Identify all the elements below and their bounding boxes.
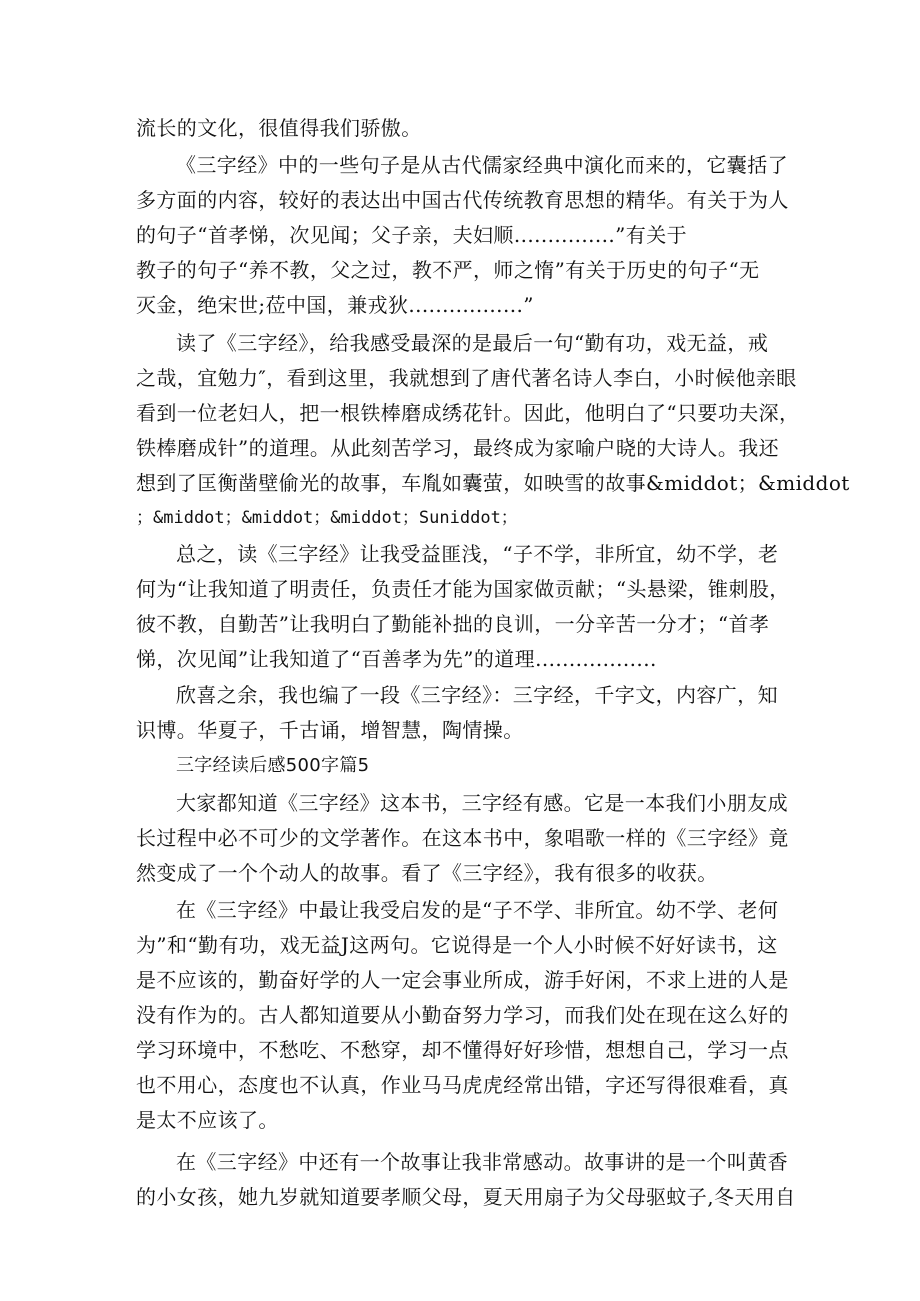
text-line-26: 没有作为的。古人都知道要从小勤奋努力学习，而我们处在现在这么好的	[136, 1003, 789, 1027]
text-line-7: 读了《三字经》，给我感受最深的是最后一句“勤有功，戏无益，戒	[176, 331, 769, 355]
text-line-4: 的句子“首孝悌，次见闻；父子亲，夫妇顺...............”有关于	[136, 223, 688, 247]
text-line-10: 铁棒磨成针”的道理。从此刻苦学习，最终成为家喻户晓的大诗人。我还	[136, 436, 780, 460]
section-heading: 三字经读后感500字篇5	[176, 755, 370, 776]
text-line-12: ；&middot；&middot；&middot；Suniddot；	[136, 508, 518, 528]
text-line-6: 灭金，绝宋世;莅中国，兼戎狄.................”	[136, 293, 534, 317]
text-line-28: 也不用心，态度也不认真，作业马马虎虎经常出错，字还写得很难看，真	[136, 1073, 789, 1097]
text-line-29: 是太不应该了。	[136, 1108, 279, 1132]
text-line-31: 的小女孩，她九岁就知道要孝顺父母，夏天用扇子为父母驱蚊子,冬天用自	[136, 1185, 796, 1209]
text-line-27: 学习环境中，不愁吃、不愁穿，却不懂得好好珍惜，想想自己，学习一点	[136, 1038, 789, 1062]
text-line-16: 悌，次见闻”让我知道了“百善孝为先”的道理..................	[136, 647, 657, 671]
text-line-22: 然变成了一个个动人的故事。看了《三字经》，我有很多的收获。	[136, 861, 718, 885]
text-line-21: 长过程中必不可少的文学著作。在这本书中，象唱歌一样的《三字经》竟	[136, 826, 789, 850]
text-line-23: 在《三字经》中最让我受启发的是“子不学、非所宜。幼不学、老何	[176, 898, 779, 922]
text-line-2: 《三字经》中的一些句子是从古代儒家经典中演化而来的，它囊括了	[176, 153, 788, 177]
text-line-5: 教子的句子“养不教，父之过，教不严，师之惰”有关于历史的句子“无	[136, 258, 760, 282]
text-line-9: 看到一位老妇人，把一根铁棒磨成绣花针。因此，他明白了“只要功夫深，	[136, 401, 800, 425]
text-line-1: 流长的文化，很值得我们骄傲。	[136, 116, 422, 140]
text-line-8: 之哉，宜勉力″，看到这里，我就想到了唐代著名诗人李白，小时候他亲眼	[136, 366, 797, 390]
text-line-3: 多方面的内容，较好的表达出中国古代传统教育思想的精华。有关于为人	[136, 188, 789, 212]
text-line-25: 是不应该的，勤奋好学的人一定会事业所成，游手好闲，不求上进的人是	[136, 968, 789, 992]
text-line-13: 总之，读《三字经》让我受益匪浅，“子不学，非所宜，幼不学，老	[176, 542, 779, 566]
text-line-24: 为”和“勤有功，戏无益J这两句。它说得是一个人小时候不好好读书，这	[136, 933, 778, 957]
text-line-20: 大家都知道《三字经》这本书，三字经有感。它是一本我们小朋友成	[176, 791, 788, 815]
text-line-14: 何为“让我知道了明责任，负责任才能为国家做贡献；“头悬梁，锥刺股，	[136, 577, 790, 601]
text-line-18: 识博。华夏子，千古诵，增智慧，陶情操。	[136, 718, 524, 742]
text-line-17: 欣喜之余，我也编了一段《三字经》：三字经，千字文，内容广，知	[176, 683, 778, 707]
text-line-30: 在《三字经》中还有一个故事让我非常感动。故事讲的是一个叫黄香	[176, 1150, 788, 1174]
text-line-15: 彼不教，自勤苦”让我明白了勤能补拙的良训，一分辛苦一分才；“首孝	[136, 612, 770, 636]
text-line-11: 想到了匡衡凿壁偷光的故事，车胤如囊萤，如映雪的故事&middot；&middot	[136, 471, 850, 495]
